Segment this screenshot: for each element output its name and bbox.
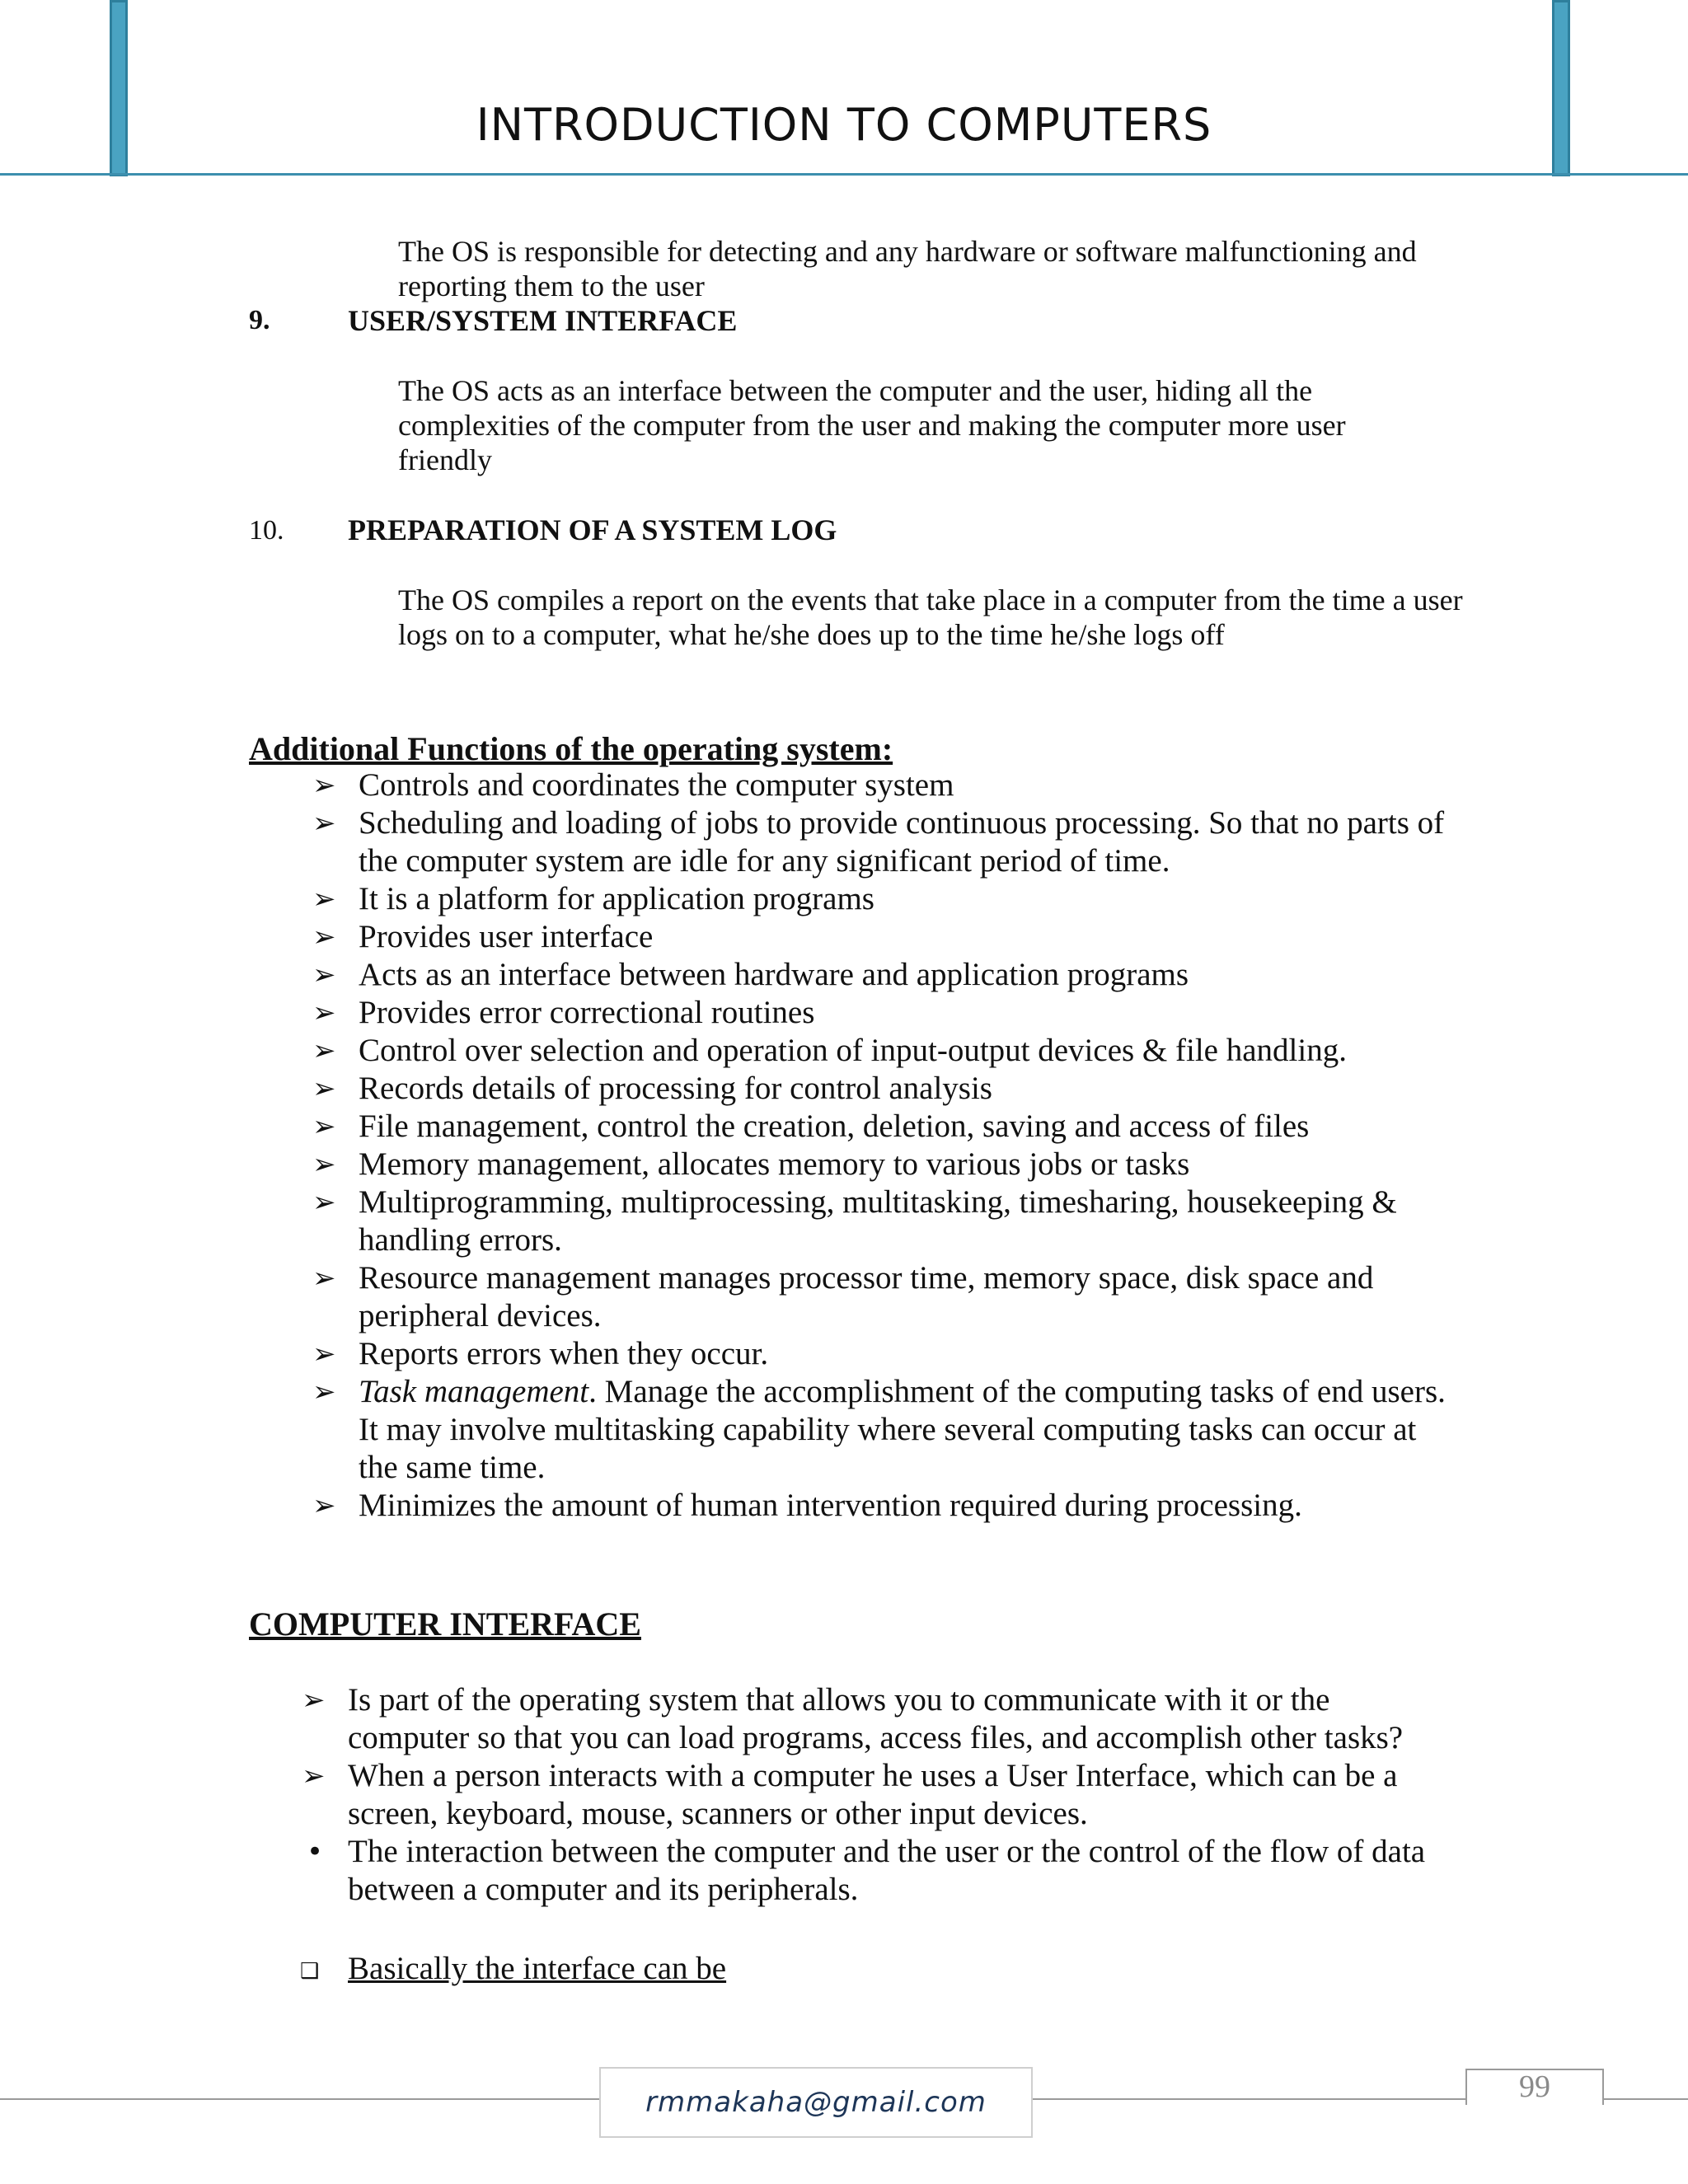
arrow-bullet-icon: ➢ [312,958,336,991]
footer-rule-middle [1033,2098,1467,2100]
arrow-bullet-icon: ➢ [312,1186,336,1219]
arrow-bullet-icon: ➢ [312,1338,336,1371]
interface-can-be-item: ❑ Basically the interface can be [348,1950,726,1988]
square-bullet-icon: ❑ [300,1959,320,1984]
arrow-bullet-icon: ➢ [302,1684,326,1717]
section-10-body: The OS compiles a report on the events that take place in a computer from the time a user logs on to a computer, what he/she does up to the time he/she logs off [398,583,1463,651]
list-item: ➢ Provides error correctional routines [312,995,815,1030]
arrow-bullet-icon: ➢ [312,921,336,954]
list-item: ➢ Memory management, allocates memory to various jobs or tasks [312,1146,1190,1182]
list-item: ➢ Records details of processing for control analysis [312,1071,992,1106]
footer-rule-left [0,2098,599,2100]
section-9-title: USER/SYSTEM INTERFACE [348,304,738,337]
list-item: ➢ Resource management manages processor time, memory space, disk space and peripheral devices. [312,1260,1374,1333]
arrow-bullet-icon: ➢ [302,1760,326,1793]
list-item: ➢ File management, control the creation, deletion, saving and access of files [312,1108,1310,1144]
section-10-number: 10. [249,515,284,546]
footer-email: rmmakaha@gmail.com [599,2067,1033,2138]
arrow-bullet-icon: ➢ [312,1034,336,1067]
footer-rule-right [1602,2098,1688,2100]
header-rule [0,173,1688,176]
page-title: INTRODUCTION TO COMPUTERS [476,99,1212,151]
additional-functions-heading: Additional Functions of the operating system: [249,730,893,767]
arrow-bullet-icon: ➢ [312,1376,336,1408]
list-item: ➢ Scheduling and loading of jobs to provide continuous processing. So that no parts of the computer system are idle for any significant period of time. [312,805,1445,879]
list-item: ➢ When a person interacts with a computer he uses a User Interface, which can be a screen, keyboard, mouse, scanners or other input devices. [302,1758,1398,1831]
list-item: ➢ Minimizes the amount of human intervention required during processing. [312,1488,1302,1523]
list-item: ➢ Provides user interface [312,919,654,954]
arrow-bullet-icon: ➢ [312,1489,336,1522]
list-item: ➢ Is part of the operating system that allows you to communicate with it or the computer so that you can load programs, access files, and accomplish other tasks? [302,1682,1404,1755]
section-10-title: PREPARATION OF A SYSTEM LOG [348,513,837,546]
page-number: 99 [1465,2069,1604,2105]
arrow-bullet-icon: ➢ [312,807,336,840]
arrow-bullet-icon: ➢ [312,1262,336,1295]
list-item: ➢ Control over selection and operation of input-output devices & file handling. [312,1033,1347,1068]
computer-interface-list [302,1681,1452,1909]
arrow-bullet-icon: ➢ [312,1110,336,1143]
list-item: ➢ Multiprogramming, multiprocessing, multitasking, timesharing, housekeeping & handling errors. [312,1184,1397,1258]
list-item: ➢ Reports errors when they occur. [312,1336,769,1371]
list-item: • The interaction between the computer and the user or the control of the flow of data between a computer and its peripherals. [307,1834,1426,1907]
arrow-bullet-icon: ➢ [312,996,336,1029]
arrow-bullet-icon: ➢ [312,1072,336,1105]
arrow-bullet-icon: ➢ [312,883,336,916]
arrow-bullet-icon: ➢ [312,1148,336,1181]
task-management-term: Task management [359,1374,589,1409]
list-item: ➢ Controls and coordinates the computer system [312,767,954,803]
additional-functions-list [312,766,1463,1525]
list-item: ➢ It is a platform for application programs [312,881,874,916]
list-item: ➢ Task management. Manage the accomplishment of the computing tasks of end users. It may involve multitasking capability where several computing tasks can occur at the same time. [312,1374,1446,1485]
list-item: ➢ Acts as an interface between hardware and application programs [312,957,1189,992]
computer-interface-heading: COMPUTER INTERFACE [249,1605,641,1643]
arrow-bullet-icon: ➢ [312,769,336,802]
section-9-body: The OS acts as an interface between the computer and the user, hiding all the complexities of the computer from the user and making the computer more user friendly [398,374,1346,476]
section-9-number: 9. [249,305,270,335]
dot-bullet-icon: • [307,1835,324,1868]
intro-paragraph: The OS is responsible for detecting and any hardware or software malfunctioning and reporting them to the user [398,235,1417,302]
